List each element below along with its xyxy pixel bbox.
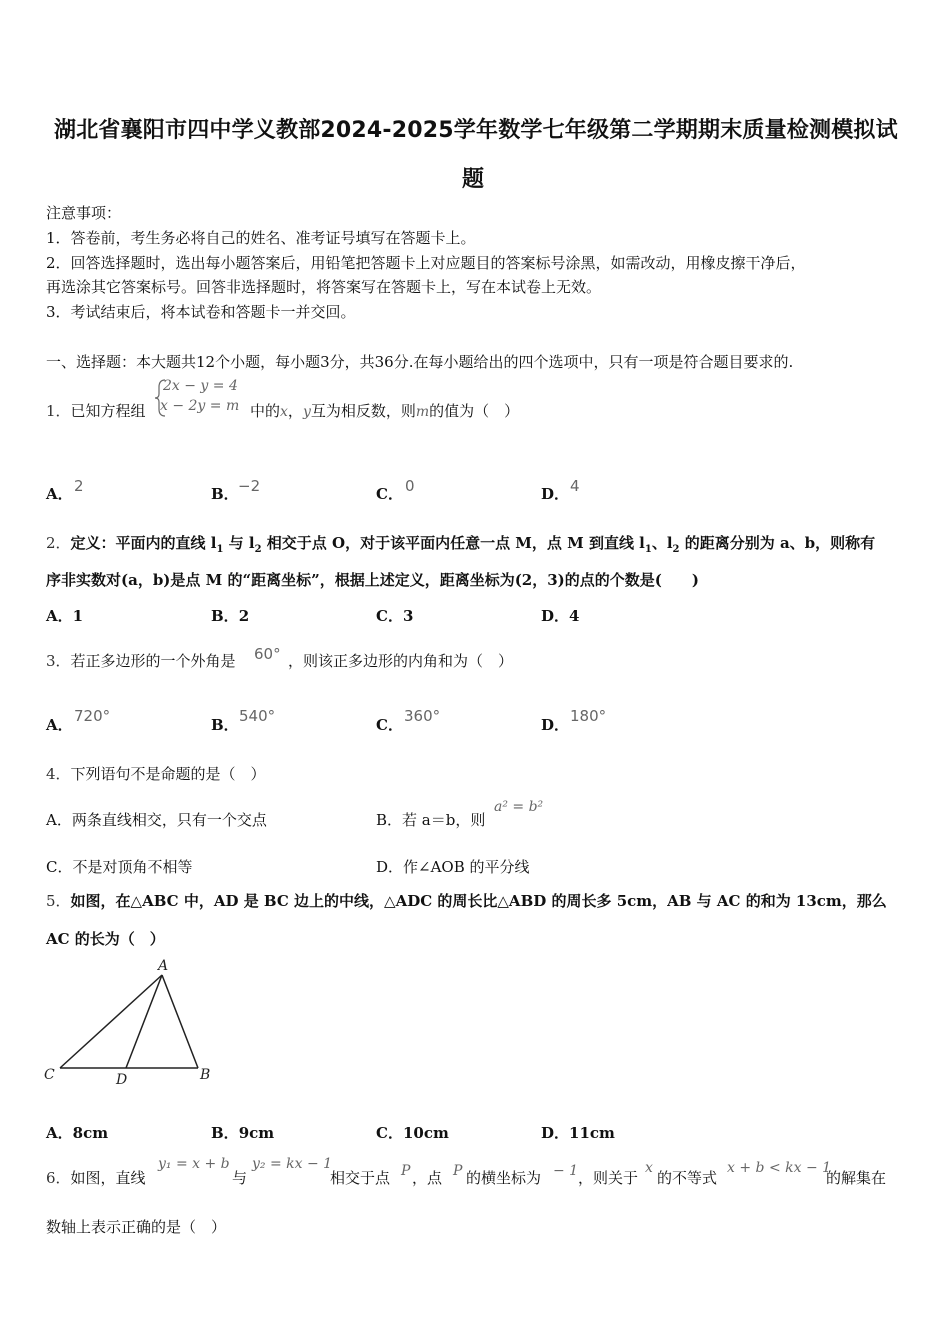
label-d: D	[116, 1072, 128, 1088]
angle-value: 60°	[254, 645, 281, 663]
notice-item: 1．答卷前，考生务必将自己的姓名、准考证号填写在答题卡上。	[46, 229, 476, 247]
equation-y1: y₁ = x + b	[158, 1156, 230, 1172]
question-6-text: ，则关于	[578, 1169, 639, 1187]
question-3: 3．若正多边形的一个外角是	[46, 652, 236, 670]
option-a[interactable]: A．	[46, 485, 73, 503]
option-c-value: 0	[405, 477, 415, 495]
option-b[interactable]: B．若 a＝b，则	[376, 811, 486, 829]
label-c: C	[44, 1067, 55, 1083]
label-a: A	[158, 958, 169, 974]
question-6-text: ，点	[412, 1169, 443, 1187]
option-b-math: a² = b²	[494, 799, 544, 815]
option-d-value: 4	[570, 477, 580, 495]
option-b[interactable]: B．9cm	[211, 1124, 275, 1142]
option-d[interactable]: D．11cm	[541, 1124, 615, 1142]
question-6-text: 的不等式	[657, 1169, 718, 1187]
question-6-text: 相交于点	[330, 1169, 391, 1187]
segment-ca	[60, 975, 162, 1068]
page-title-line2: 题	[462, 167, 485, 192]
point-p: P	[401, 1163, 411, 1179]
option-d[interactable]: D．4	[541, 607, 580, 625]
question-6: 6．如图，直线	[46, 1169, 146, 1187]
option-b[interactable]: B．	[211, 485, 239, 503]
variable-x: x	[645, 1160, 653, 1176]
question-6-text: 与	[232, 1169, 248, 1187]
question-5-line2: AC 的长为（ ）	[46, 930, 165, 948]
option-b-value: −2	[238, 477, 261, 495]
option-b[interactable]: B．2	[211, 607, 250, 625]
segment-ab	[162, 975, 198, 1068]
point-p: P	[453, 1163, 463, 1179]
question-1: 1．已知方程组	[46, 402, 146, 420]
option-c-value: 360°	[404, 707, 441, 725]
option-a-value: 2	[74, 477, 84, 495]
option-d[interactable]: D．作∠AOB 的平分线	[376, 858, 530, 876]
option-a-value: 720°	[74, 707, 111, 725]
question-3-cont: ，则该正多边形的内角和为（ ）	[288, 652, 514, 670]
equation-2: x − 2y = m	[160, 398, 240, 414]
option-c[interactable]: C．	[376, 485, 403, 503]
question-2: 2．定义：平面内的直线 $l_1$ 与 $l_2$ 相交于点 O，对于该平面内任意一点 M，点 M 到直线 $l_1$、$l_2$ 的距离分别为 a、b，则称有	[46, 534, 876, 555]
label-b: B	[200, 1067, 211, 1083]
segment-ad	[126, 975, 162, 1068]
equation-1: 2x − y = 4	[163, 378, 238, 394]
question-6-text: 的解集在	[826, 1169, 887, 1187]
option-d[interactable]: D．	[541, 716, 570, 734]
inequality: x + b < kx − 1	[727, 1160, 832, 1176]
notice-item: 3．考试结束后，将本试卷和答题卡一并交回。	[46, 303, 356, 321]
option-c[interactable]: C．	[376, 716, 403, 734]
option-a[interactable]: A．8cm	[46, 1124, 109, 1142]
question-2-line2: 序非实数对(a，b)是点 M 的“距离坐标”，根据上述定义，距离坐标为(2，3)的点的个数是( )	[46, 571, 699, 589]
option-a[interactable]: A．	[46, 716, 73, 734]
equation-y2: y₂ = kx − 1	[252, 1156, 333, 1172]
question-6-text: 的横坐标为	[466, 1169, 542, 1187]
option-a[interactable]: A．1	[46, 607, 84, 625]
triangle-figure	[40, 955, 220, 1090]
option-b[interactable]: B．	[211, 716, 239, 734]
question-4: 4．下列语句不是命题的是（ ）	[46, 765, 266, 783]
question-number: 1．	[46, 402, 71, 420]
option-d-value: 180°	[570, 707, 607, 725]
question-5: 5．如图，在△ABC 中，AD 是 BC 边上的中线，△ADC 的周长比△ABD 的周长多 5cm，AB 与 AC 的和为 13cm，那么	[46, 892, 887, 910]
notice-item: 再选涂其它答案标号。回答非选择题时，将答案写在答题卡上，写在本试卷上无效。	[46, 278, 602, 296]
option-b-value: 540°	[239, 707, 276, 725]
option-c[interactable]: C．3	[376, 607, 414, 625]
section-heading: 一、选择题：本大题共12个小题，每小题3分，共36分.在每小题给出的四个选项中，只有一项是符合题目要求的.	[46, 353, 794, 371]
notice-heading: 注意事项：	[46, 204, 122, 222]
option-c[interactable]: C．不是对顶角不相等	[46, 858, 193, 876]
value-neg-one: − 1	[553, 1163, 579, 1179]
question-6-line2: 数轴上表示正确的是（ ）	[46, 1218, 227, 1236]
notice-item: 2．回答选择题时，选出每小题答案后，用铅笔把答题卡上对应题目的答案标号涂黑，如需改动，用橡皮擦干净后，	[46, 254, 806, 272]
page-title-line1: 湖北省襄阳市四中学义教部2024-2025学年数学七年级第二学期期末质量检测模拟试	[54, 118, 898, 143]
question-1-cont: 中的x，y互为相反数，则m的值为（ ）	[250, 402, 520, 420]
option-a[interactable]: A．两条直线相交，只有一个交点	[46, 811, 267, 829]
option-d[interactable]: D．	[541, 485, 570, 503]
option-c[interactable]: C．10cm	[376, 1124, 449, 1142]
